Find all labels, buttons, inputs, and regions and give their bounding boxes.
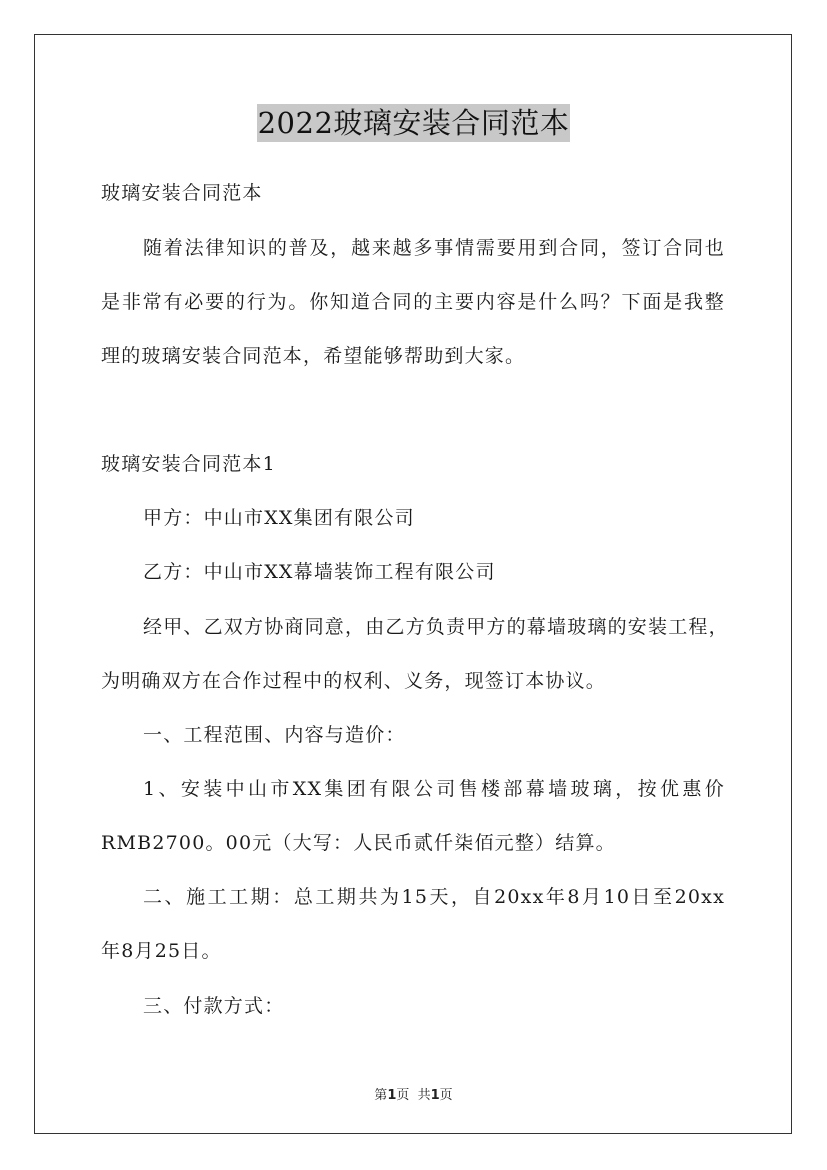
party-a-line: 甲方：中山市XX集团有限公司 — [143, 507, 415, 529]
paragraph-line: 年8月25日。 — [101, 940, 222, 962]
footer-suffix: 页 — [439, 1088, 453, 1103]
paragraph-line: 二、施工工期：总工期共为15天，自20xx年8月10日至20xx — [143, 886, 725, 908]
paragraph-line: 1、安装中山市XX集团有限公司售楼部幕墙玻璃，按优惠价 — [143, 778, 725, 800]
paragraph-line: 理的玻璃安装合同范本，希望能够帮助到大家。 — [101, 345, 526, 367]
footer-total-pages: 1 — [430, 1088, 440, 1103]
footer-page-number: 1 — [387, 1088, 397, 1103]
section-heading: 玻璃安装合同范本 — [101, 182, 263, 204]
title-container — [0, 104, 827, 142]
paragraph-line: 经甲、乙双方协商同意，由乙方负责甲方的幕墙玻璃的安装工程， — [143, 616, 729, 638]
page-footer — [0, 1084, 827, 1103]
clause-heading: 一、工程范围、内容与造价： — [143, 724, 406, 746]
paragraph-line: RMB2700。00元（大写：人民币贰仟柒佰元整）结算。 — [101, 832, 616, 854]
section-heading: 玻璃安装合同范本1 — [101, 453, 276, 475]
document-title: 2022玻璃安装合同范本 — [257, 106, 570, 140]
paragraph-line: 随着法律知识的普及，越来越多事情需要用到合同，签订合同也 — [143, 237, 725, 259]
clause-heading: 三、付款方式： — [143, 995, 285, 1017]
paragraph-line: 为明确双方在合作过程中的权利、义务，现签订本协议。 — [101, 670, 607, 692]
footer-prefix: 第 — [374, 1088, 388, 1103]
paragraph-line: 是非常有必要的行为。你知道合同的主要内容是什么吗？下面是我整 — [101, 291, 725, 313]
party-b-line: 乙方：中山市XX幕墙装饰工程有限公司 — [143, 561, 496, 583]
footer-mid: 页 共 — [396, 1088, 431, 1103]
